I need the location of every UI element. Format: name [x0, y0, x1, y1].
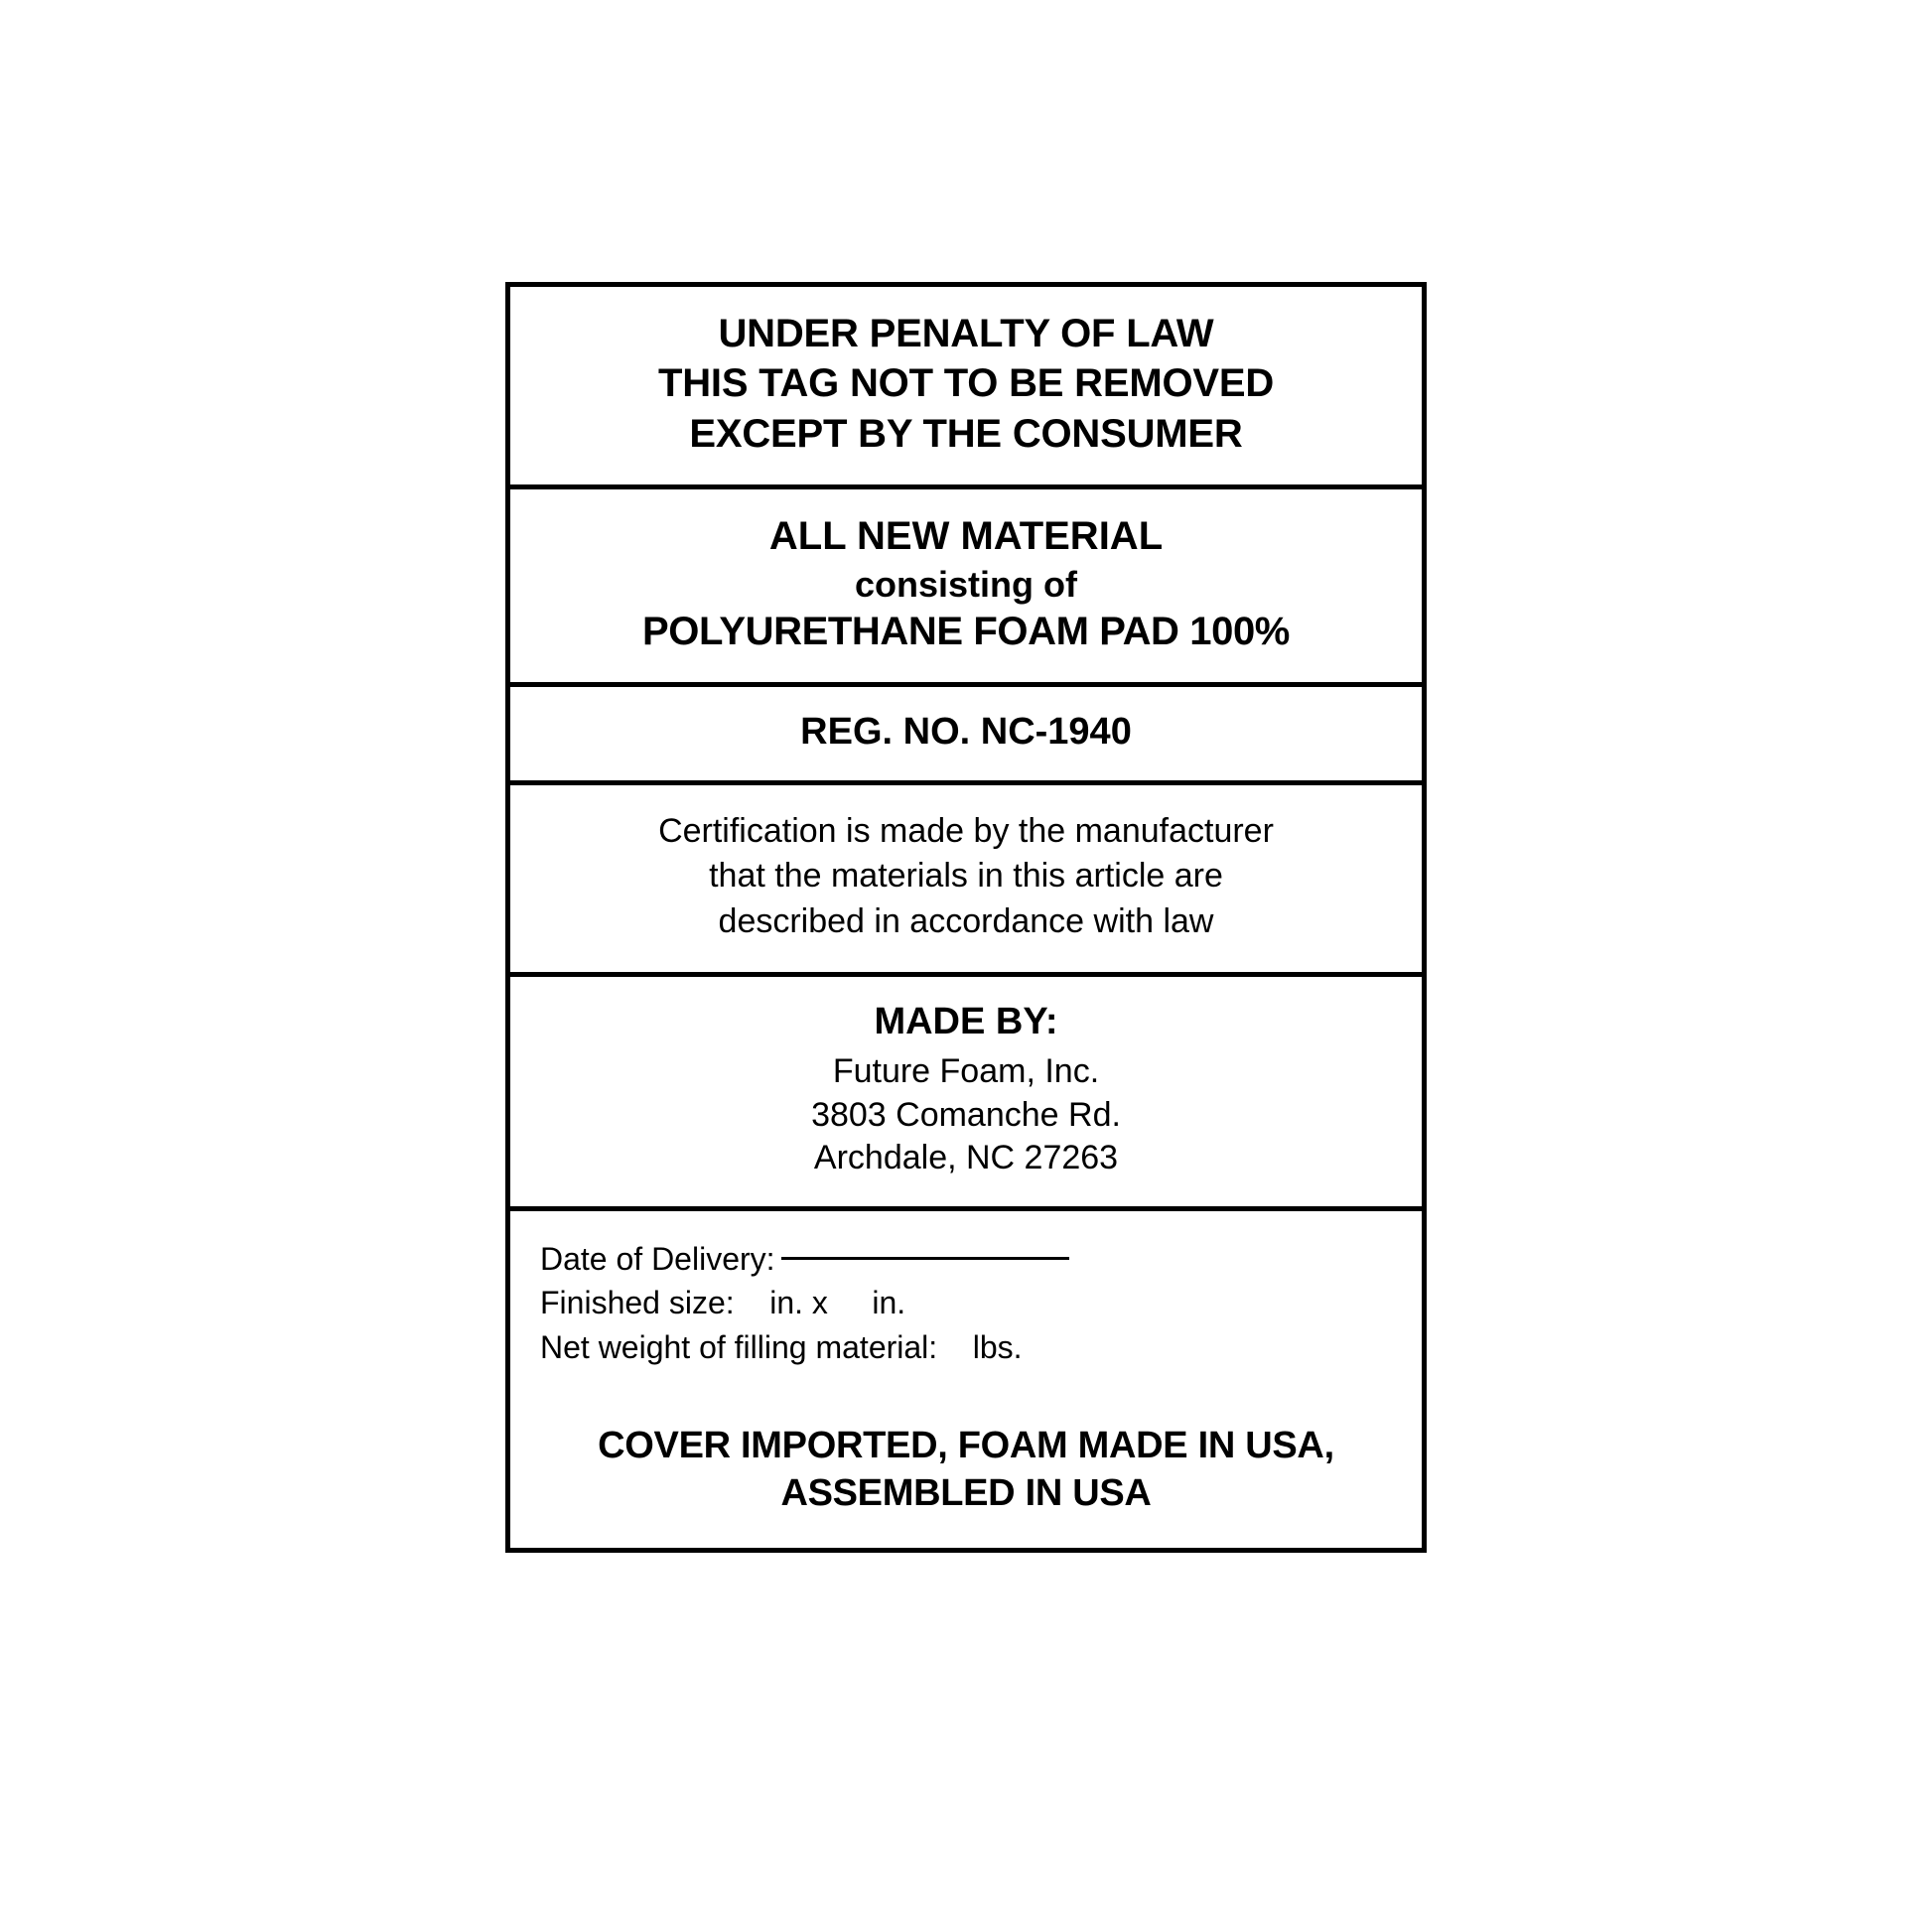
date-of-delivery-label: Date of Delivery: [540, 1241, 775, 1278]
manufacturer-street: 3803 Comanche Rd. [811, 1095, 1121, 1134]
certification-line-2: that the materials in this article are [709, 857, 1223, 896]
date-of-delivery-input[interactable] [781, 1257, 1069, 1260]
manufacturer-section [510, 977, 1422, 1211]
finished-size-label: Finished size: [540, 1285, 735, 1321]
made-by-heading: MADE BY: [874, 1000, 1058, 1042]
penalty-line-1: UNDER PENALTY OF LAW [718, 312, 1214, 355]
net-weight-value[interactable]: lbs. [937, 1328, 1023, 1365]
material-section [510, 489, 1422, 687]
material-composition: POLYURETHANE FOAM PAD 100% [642, 609, 1290, 653]
fillable-fields-section [510, 1211, 1422, 1547]
manufacturer-name: Future Foam, Inc. [832, 1051, 1100, 1090]
penalty-line-3: EXCEPT BY THE CONSUMER [689, 411, 1243, 456]
finished-size-row [510, 1281, 1422, 1324]
certification-section [510, 785, 1422, 977]
certification-line-1: Certification is made by the manufacturer [658, 812, 1274, 851]
origin-line-1: COVER IMPORTED, FOAM MADE IN USA, [598, 1424, 1334, 1466]
material-consisting-of: consisting of [855, 563, 1077, 605]
registration-section [510, 687, 1422, 785]
origin-statement [510, 1423, 1422, 1518]
manufacturer-city-state-zip: Archdale, NC 27263 [813, 1139, 1119, 1177]
penalty-notice-section [510, 287, 1422, 489]
certification-line-3: described in accordance with law [718, 901, 1214, 940]
law-tag [505, 282, 1427, 1553]
origin-line-2: ASSEMBLED IN USA [780, 1471, 1152, 1514]
material-heading: ALL NEW MATERIAL [768, 514, 1164, 559]
finished-size-value[interactable]: in. x in. [734, 1285, 906, 1321]
net-weight-label: Net weight of filling material: [540, 1328, 938, 1365]
net-weight-row [510, 1325, 1422, 1369]
penalty-line-2: THIS TAG NOT TO BE REMOVED [657, 361, 1274, 406]
date-of-delivery-row [510, 1237, 1422, 1281]
registration-number: REG. NO. NC-1940 [800, 711, 1132, 754]
